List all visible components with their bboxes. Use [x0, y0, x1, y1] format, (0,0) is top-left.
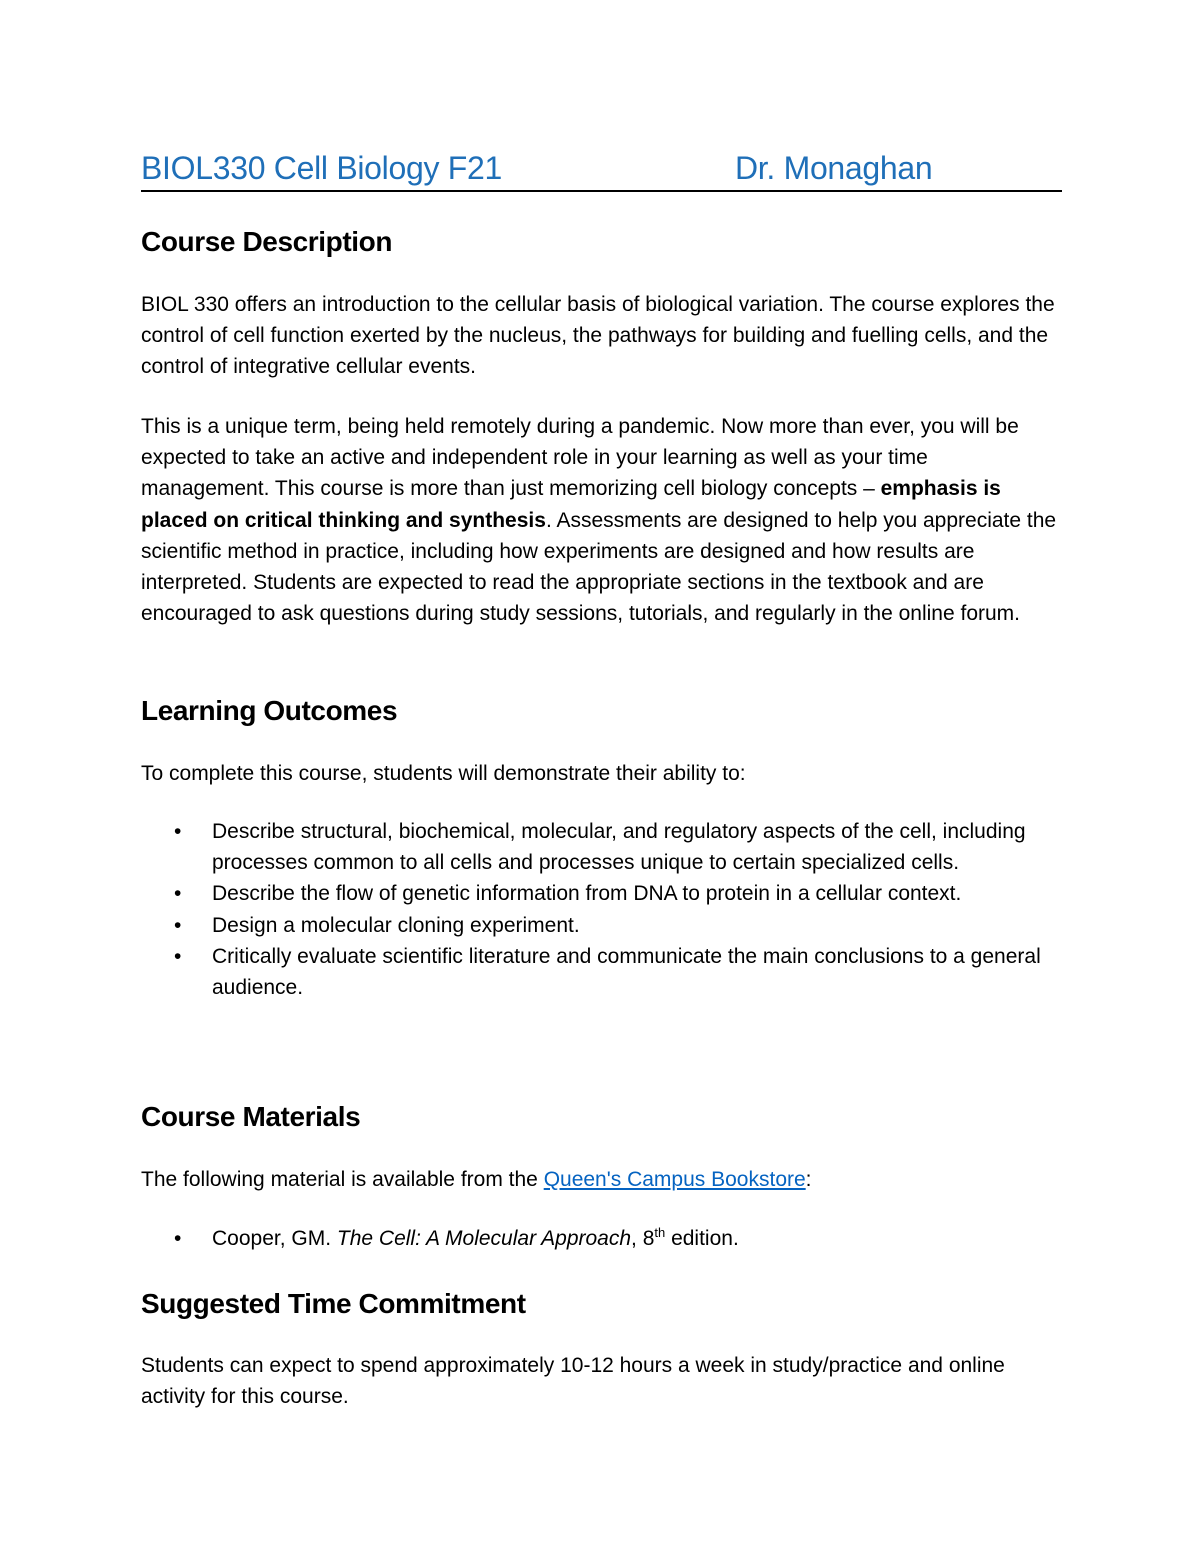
bullet-icon: • [174, 882, 182, 906]
learning-outcomes-list [141, 816, 1061, 1003]
course-description-heading: Course Description [141, 226, 393, 257]
list-item-text: Critically evaluate scientific literature and communicate the main conclusions to a general audience. [212, 944, 1041, 1000]
book-separator: , 8 [631, 1227, 655, 1250]
course-description-paragraph-2 [141, 411, 1061, 629]
bullet-icon: • [174, 944, 182, 968]
course-materials-list [141, 1223, 1061, 1254]
bullet-icon: • [174, 1227, 182, 1250]
time-commitment-text: Students can expect to spend approximately 10-12 hours a week in study/practice and online activity for this course. [141, 1354, 1005, 1409]
bookstore-link[interactable]: Queen's Campus Bookstore [543, 1168, 806, 1191]
list-item-text: Describe the flow of genetic information from DNA to protein in a cellular context. [212, 882, 962, 906]
list-item [141, 910, 1061, 941]
list-item [141, 1223, 1061, 1254]
course-materials-intro [141, 1164, 1061, 1195]
list-item-text: Design a molecular cloning experiment. [212, 913, 580, 937]
course-title: BIOL330 Cell Biology F21 [141, 150, 503, 186]
book-edition: edition. [665, 1227, 739, 1250]
course-description-paragraph-1: BIOL 330 offers an introduction to the cellular basis of biological variation. The course explores the control of cell function exerted by the nucleus, the pathways for building and fuelling cells, and the control of integrative cellular events. [141, 293, 1055, 379]
bullet-icon: • [174, 913, 182, 937]
time-commitment-heading: Suggested Time Commitment [141, 1288, 526, 1319]
book-title: The Cell: A Molecular Approach [336, 1227, 632, 1250]
learning-outcomes-intro: To complete this course, students will demonstrate their ability to: [141, 762, 746, 785]
bullet-icon: • [174, 820, 182, 843]
list-item [141, 878, 1061, 909]
list-item [141, 816, 1061, 878]
list-item [141, 941, 1061, 1003]
edition-superscript: th [654, 1225, 666, 1240]
instructor-name: Dr. Monaghan [735, 150, 933, 186]
learning-outcomes-heading: Learning Outcomes [141, 695, 398, 726]
materials-intro-end: : [805, 1168, 812, 1191]
course-materials-heading: Course Materials [141, 1101, 361, 1132]
book-author: Cooper, GM. [212, 1227, 337, 1250]
emphasis-text: emphasis is placed on critical thinking and synthesis [141, 477, 1001, 532]
paragraph-2-start: This is a unique term, being held remotely during a pandemic. Now more than ever, you will be expected to take an active and independent role in your learning as well as your time management. This course is more than just memorizing cell biology concepts – [141, 415, 1019, 501]
list-item-text: Describe structural, biochemical, molecular, and regulatory aspects of the cell, including processes common to all cells and processes unique to certain specialized cells. [212, 820, 1026, 875]
materials-intro-start: The following material is available from the [141, 1168, 544, 1191]
paragraph-2-end: . Assessments are designed to help you appreciate the scientific method in practice, including how experiments are designed and how results are interpreted. Students are expected to read the appropriate sections in the textbook and are encouraged to ask questions during study sessions, tutorials, and regularly in the online forum. [141, 508, 1057, 626]
document-header [141, 146, 1062, 192]
